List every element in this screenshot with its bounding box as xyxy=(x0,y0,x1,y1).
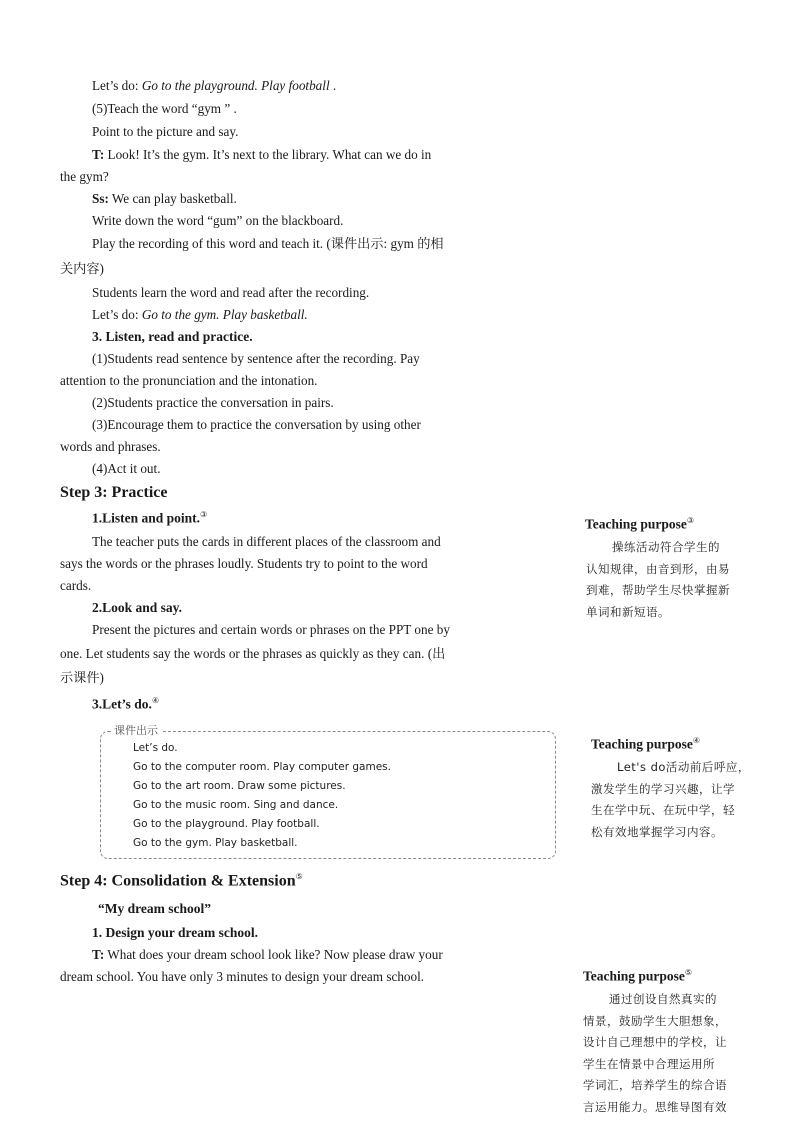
play-recording-line: Play the recording of this word and teach it. (课件出示: gym 的相 xyxy=(92,236,444,251)
look-say-line-1: Present the pictures and certain words or phrases on the PPT one by xyxy=(92,622,450,637)
lets-do-title: 3.Let’s do.④ xyxy=(92,696,160,712)
step4-heading: Step 4: Consolidation & Extension⑤ xyxy=(60,872,303,890)
look-say-line-2: one. Let students say the words or the phrases as quickly as they can. (出 xyxy=(60,646,446,661)
procedure-4-line: (4)Act it out. xyxy=(92,461,161,476)
courseware-tag: 课件出示 xyxy=(111,722,161,738)
listen-read-practice-title: 3. Listen, read and practice. xyxy=(92,329,253,344)
listen-point-line-2: says the words or the phrases loudly. Students try to point to the word xyxy=(60,556,428,571)
teaching-purpose-5-title: Teaching purpose⑤ xyxy=(583,968,693,984)
procedure-3-cont: words and phrases. xyxy=(60,439,161,454)
procedure-1-line: (1)Students read sentence by sentence after the recording. Pay xyxy=(92,351,420,366)
write-word-line: Write down the word “gum” on the blackboard. xyxy=(92,213,344,228)
teaching-purpose-4-title: Teaching purpose④ xyxy=(591,736,701,752)
courseware-line: Let’s do. xyxy=(133,742,178,754)
teacher-dialogue-cont: the gym? xyxy=(60,169,109,184)
note-mark-5: ⑤ xyxy=(295,872,303,881)
look-and-say-title: 2.Look and say. xyxy=(92,600,183,615)
teaching-purpose-5-body: 通过创设自然真实的 情景，鼓励学生大胆想象， 设计自己理想中的学校，让 学生在情景中合理运用所 学词汇，培养学生的综合语 言运用能力。思维导图有效 xyxy=(583,992,727,1114)
courseware-line: Go to the art room. Draw some pictures. xyxy=(133,780,346,792)
lets-do-gym-line: Let’s do: Go to the gym. Play basketball. xyxy=(92,307,308,322)
design-dream-school-title: 1. Design your dream school. xyxy=(92,925,259,940)
courseware-line: Go to the gym. Play basketball. xyxy=(133,837,298,849)
point-picture-line: Point to the picture and say. xyxy=(92,124,239,139)
courseware-line: Go to the playground. Play football. xyxy=(133,818,320,830)
listen-and-point-title: 1.Listen and point.③ xyxy=(92,510,208,526)
procedure-2-line: (2)Students practice the conversation in pairs. xyxy=(92,395,334,410)
courseware-line: Go to the computer room. Play computer games. xyxy=(133,761,391,773)
step3-heading: Step 3: Practice xyxy=(60,484,168,501)
teaching-purpose-4-body: Let's do活动前后呼应， 激发学生的学习兴趣，让学 生在学中玩、在玩中学，轻 松有效地掌握学习内容。 xyxy=(591,760,750,839)
design-line-1: T: What does your dream school look like? Now please draw your xyxy=(92,947,443,962)
teaching-purpose-3-title: Teaching purpose③ xyxy=(585,516,695,532)
listen-point-line-3: cards. xyxy=(60,578,92,593)
courseware-line: Go to the music room. Sing and dance. xyxy=(133,799,339,811)
procedure-1-cont: attention to the pronunciation and the intonation. xyxy=(60,373,318,388)
note-mark-3: ③ xyxy=(200,510,208,519)
teaching-purpose-3-body: 操练活动符合学生的 认知规律，由音到形，由易 到难，帮助学生尽快掌握新 单词和新短语。 xyxy=(586,540,730,619)
teach-gym-line: (5)Teach the word “gym ” . xyxy=(92,101,237,116)
students-learn-line: Students learn the word and read after the recording. xyxy=(92,285,370,300)
listen-point-line-1: The teacher puts the cards in different places of the classroom and xyxy=(92,534,441,549)
teacher-dialogue-line: T: Look! It’s the gym. It’s next to the library. What can we do in xyxy=(92,147,432,162)
dream-school-topic: “My dream school” xyxy=(98,901,211,916)
note-mark-4: ④ xyxy=(151,696,160,705)
lets-do-playground-line: Let’s do: Go to the playground. Play football . xyxy=(92,78,337,93)
play-recording-cont: 关内容) xyxy=(60,261,104,276)
students-dialogue-line: Ss: We can play basketball. xyxy=(92,191,237,206)
procedure-3-line: (3)Encourage them to practice the conversation by using other xyxy=(92,417,421,432)
design-line-2: dream school. You have only 3 minutes to design your dream school. xyxy=(60,969,425,984)
look-say-line-3: 示课件) xyxy=(60,670,104,685)
